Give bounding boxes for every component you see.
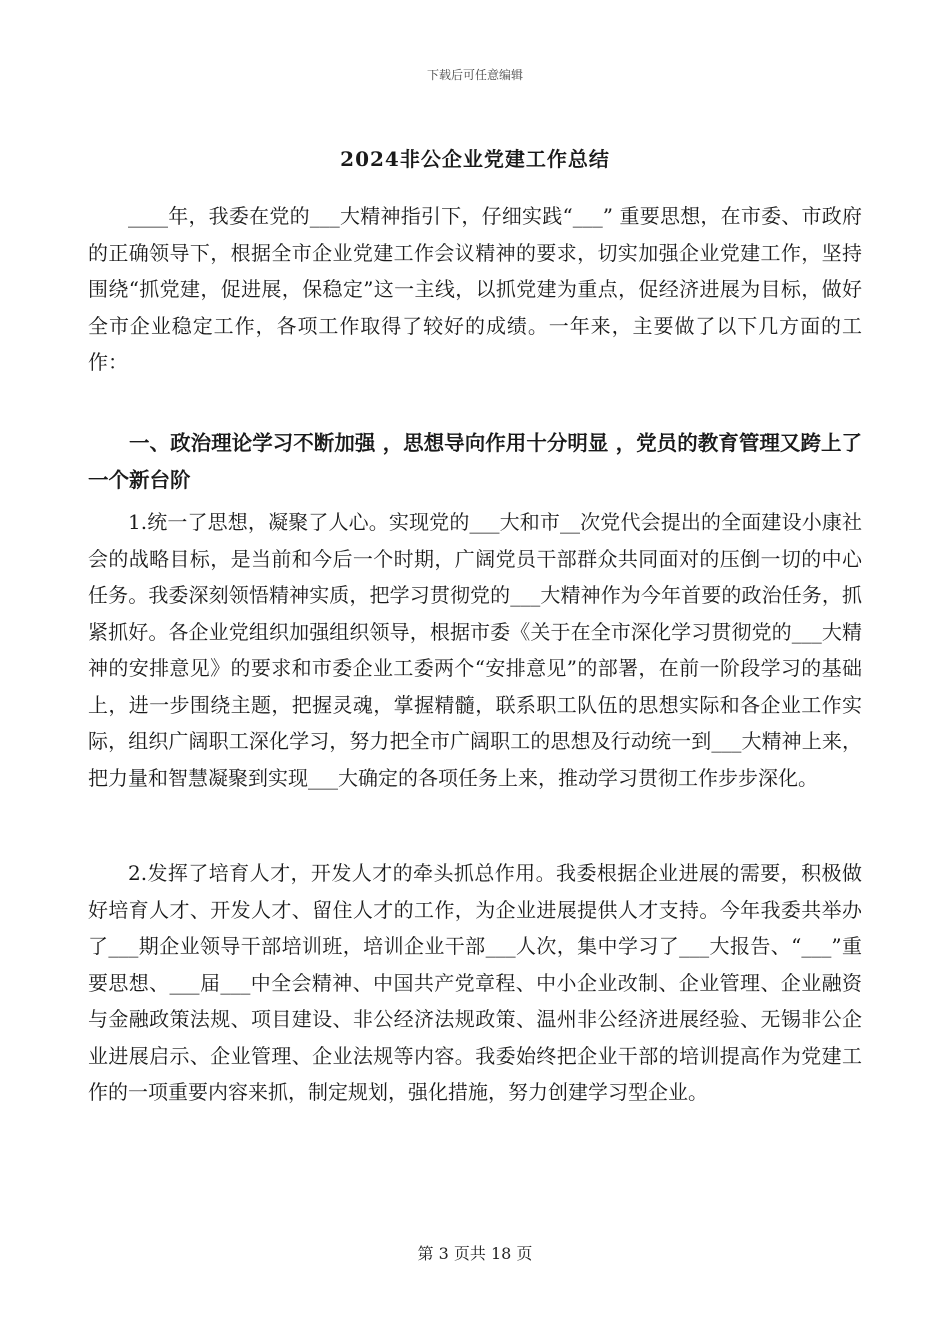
paragraph-item-2: 2.发挥了培育人才，开发人才的牵头抓总作用。我委根据企业进展的需要，积极做好培育人才、开发人才、留住人才的工作，为企业进展提供人才支持。今年我委共举办了___期企业领导干部培训班，培训企业干部___人次，集中学习了___大报告、“___”重要思想、___届___中全会精神、中国共产党章程、中小企业改制、企业管理、企业融资与金融政策法规、项目建设、非公经济法规政策、温州非公经济进展经验、无锡非公企业进展启示、企业管理、企业法规等内容。我委始终把企业干部的培训提高作为党建工作的一项重要内容来抓，制定规划，强化措施，努力创建学习型企业。 <box>88 861 862 1104</box>
header-note: 下载后可任意编辑 <box>426 68 523 82</box>
paragraph-item-1: 1.统一了思想，凝聚了人心。实现党的___大和市__次党代会提出的全面建设小康社会的战略目标，是当前和今后一个时期，广阔党员干部群众共同面对的压倒一切的中心任务。我委深刻领悟精神实质，把学习贯彻党的___大精神作为今年首要的政治任务，抓紧抓好。各企业党组织加强组织领导，根据市委《关于在全市深化学习贯彻党的___大精神的安排意见》的要求和市委企业工委两个“安排意见”的部署，在前一阶段学习的基础上，进一步围绕主题，把握灵魂，掌握精髓，联系职工队伍的思想实际和各企业工作实际，组织广阔职工深化学习，努力把全市广阔职工的思想及行动统一到___大精神上来，把力量和智慧凝聚到实现___大确定的各项任务上来，推动学习贯彻工作步步深化。 <box>88 510 862 790</box>
document-title: 2024非公企业党建工作总结 <box>340 147 610 171</box>
intro-paragraph: ____年，我委在党的___大精神指引下，仔细实践“___” 重要思想，在市委、市政府的正确领导下，根据全市企业党建工作会议精神的要求，切实加强企业党建工作，坚持围绕“抓党建，促进展，保稳定”这一主线，以抓党建为重点，促经济进展为目标，做好全市企业稳定工作，各项工作取得了较好的成绩。一年来，主要做了以下几方面的工作： <box>88 204 862 374</box>
page-number-footer: 第 3 页共 18 页 <box>417 1244 533 1263</box>
section-heading-1: 一、政治理论学习不断加强 ，思想导向作用十分明显 ，党员的教育管理又跨上了一个新台阶 <box>88 430 862 492</box>
